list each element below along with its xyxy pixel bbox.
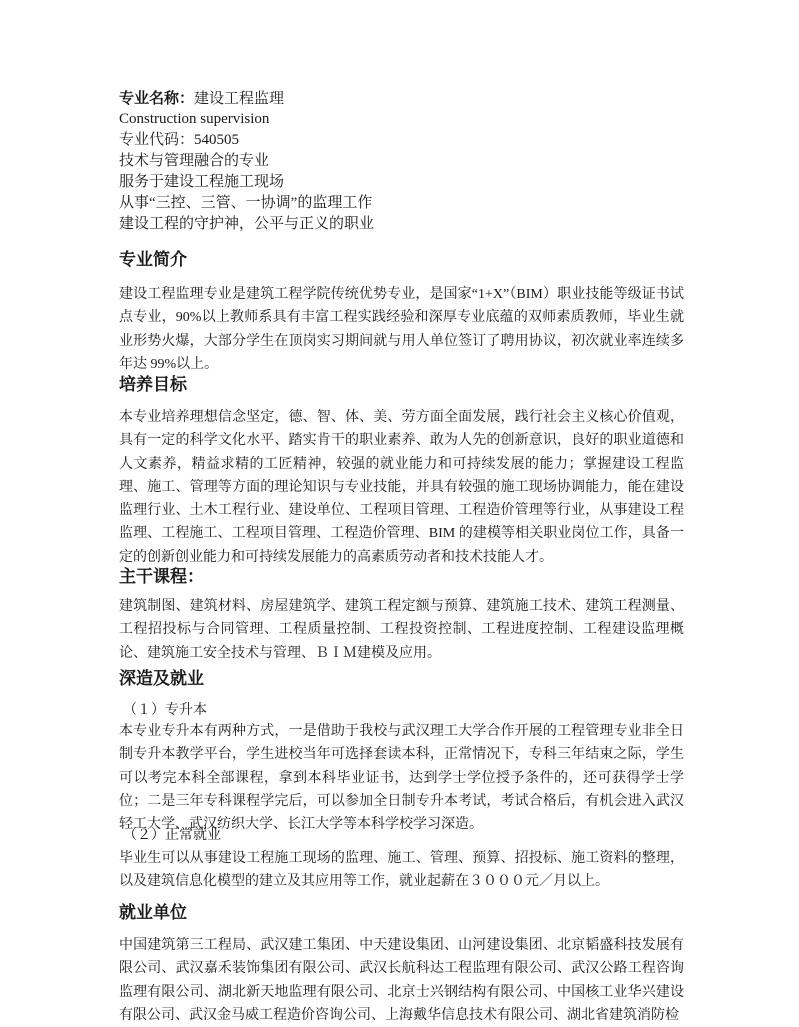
tagline-4: 建设工程的守护神，公平与正义的职业 <box>119 216 375 232</box>
major-name-value: 建设工程监理 <box>194 91 285 107</box>
overview-text: 建设工程监理专业是建筑工程学院传统优势专业，是国家“1+X”（BIM）职业技能等级证书试点专业，90%以上教师系具有丰富工程实践经验和深厚专业底蕴的双师素质教师，毕业生就业形势火爆，大部分学生在顶岗实习期间就与用人单位签订了聘用协议，初次就业率连续多年达 99%以上。 <box>119 287 684 372</box>
major-name-label: 专业名称： <box>119 90 195 107</box>
objectives-text: 本专业培养理想信念坚定，德、智、体、美、劳方面全面发展，践行社会主义核心价值观，具有一定的科学文化水平、踏实肯干的职业素养、敢为人先的创新意识，良好的职业道德和人文素养，精益求精的工匠精神，较强的就业能力和可持续发展的能力；掌握建设工程监理、施工、管理等方面的理论知识与专业技能，并具有较强的施工现场协调能力，能在建设监理行业、土木工程行业、建设单位、工程项目管理、工程造价管理等行业，从事建设工程监理、工程施工、工程项目管理、工程造价管理、BIM 的建模等相关职业岗位工作，具备一定的创新创业能力和可持续发展能力的高素质劳动者和技术技能人才。 <box>119 410 684 565</box>
upgrade-text: 本专业专升本有两种方式，一是借助于我校与武汉理工大学合作开展的工程管理专业非全日制专升本教学平台，学生进校当年可选择套读本科，正常情况下，专科三年结束之际，学生可以考完本科全部课程，拿到本科毕业证书，达到学士学位授予条件的，还可获得学士学位；二是三年专科课程学完后，可以参加全日制专升本考试，考试合格后，有机会进入武汉轻工大学、武汉纺织大学、长江大学等本科学校学习深造。 <box>119 724 684 833</box>
tagline-3: 从事“三控、三管、一协调”的监理工作 <box>119 195 373 211</box>
major-name-line <box>119 88 684 109</box>
employers-text: 中国建筑第三工程局、武汉建工集团、中天建设集团、山河建设集团、北京韬盛科技发展有限公司、武汉嘉禾装饰集团有限公司、武汉长航科达工程监理有限公司、武汉公路工程咨询监理有限公司、湖北新天地监理有限公司、北京士兴钢结构有限公司、中国核工业华兴建设有限公司、武汉金马威工程造价咨询公司、上海戴华信息技术有限公司、湖北省建筑消防检 <box>119 938 684 1023</box>
employment-text: 毕业生可以从事建设工程施工现场的监理、施工、管理、预算、招投标、施工资料的整理，以及建筑信息化模型的建立及其应用等工作，就业起薪在３０００元／月以上。 <box>119 851 684 890</box>
courses-heading: 主干课程： <box>119 567 204 586</box>
upgrade-subheading: （１）专升本 <box>123 703 207 718</box>
major-code-line <box>119 130 684 151</box>
courses-text: 建筑制图、建筑材料、房屋建筑学、建筑工程定额与预算、建筑施工技术、建筑工程测量、工程招投标与合同管理、工程质量控制、工程投资控制、工程进度控制、工程建设监理概论、建筑施工安全技术与管理、ＢＩＭ建模及应用。 <box>119 599 684 661</box>
tagline-1: 技术与管理融合的专业 <box>119 153 270 169</box>
objectives-heading: 培养目标 <box>119 375 187 394</box>
further-study-heading: 深造及就业 <box>119 669 204 688</box>
english-name: Construction supervision <box>119 111 270 127</box>
employers-heading: 就业单位 <box>119 903 187 922</box>
employment-subheading: （２）正常就业 <box>123 828 221 843</box>
major-code-value: 540505 <box>194 132 240 148</box>
tagline-2: 服务于建设工程施工现场 <box>119 174 285 190</box>
overview-heading: 专业简介 <box>119 250 187 269</box>
major-code-label: 专业代码： <box>119 132 195 148</box>
document-page <box>119 88 684 1023</box>
